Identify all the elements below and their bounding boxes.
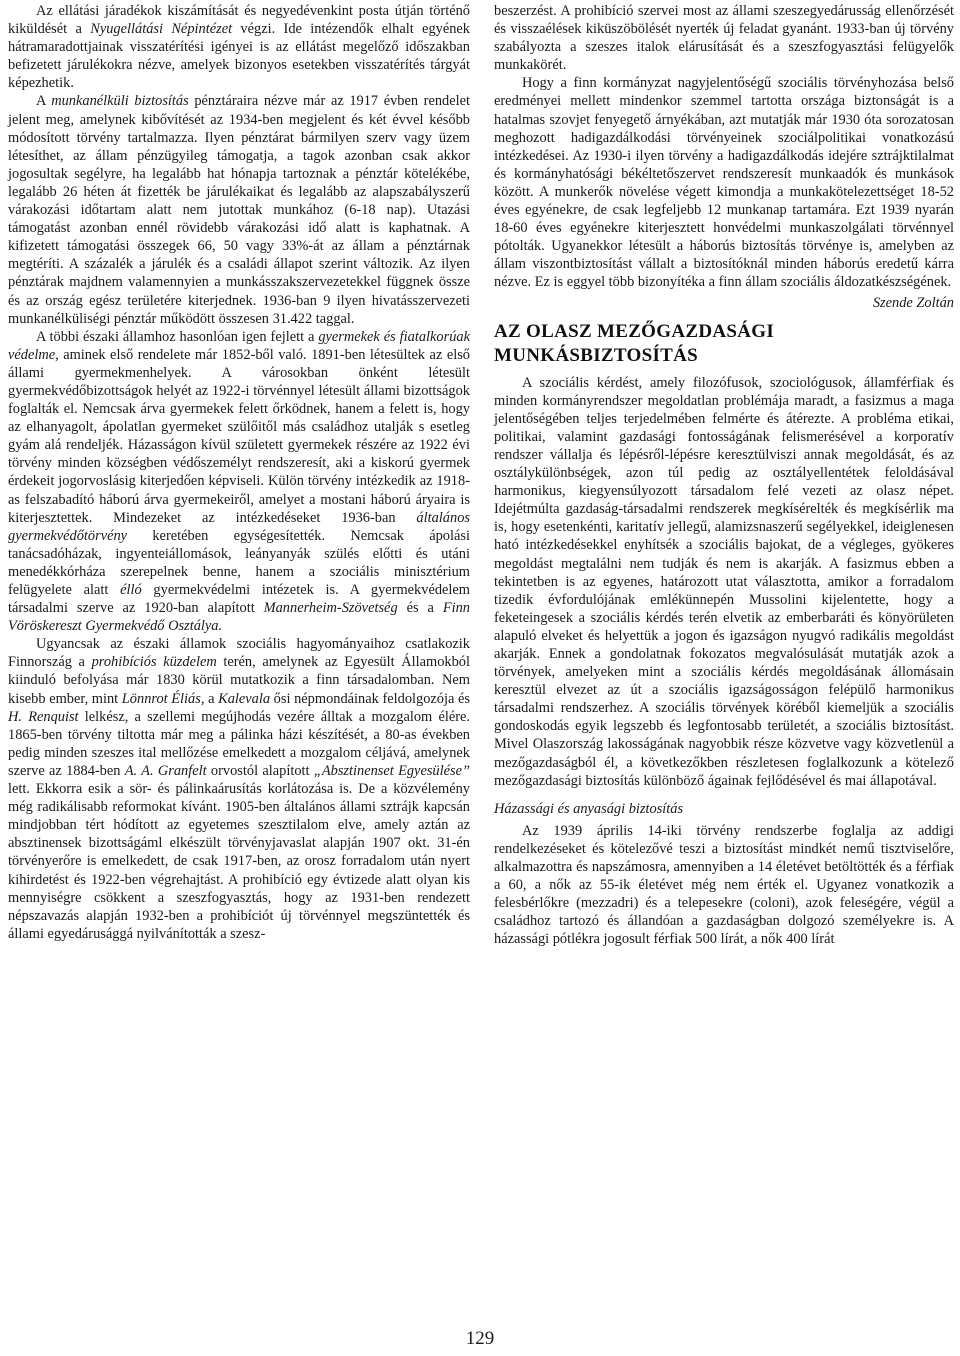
text-run: A többi északi államhoz hasonlóan igen fejlett a [36,328,319,345]
author-signature: Szende Zoltán [872,294,954,311]
italic-text: Kalevala [218,690,271,707]
text-run: lelkész, a szellemi megújhodás vezére álltak a mozgalom élére. 1865-ben törvény tiltotta már meg a pálinka házi készítését, a 80-as években pedig minden szeszes ital mellőzése emelkedett a mozgalom céljává, amelynek szerve az 1884-ben [8,708,470,779]
text-run: a [204,690,219,707]
text-run: Hogy a finn kormányzat nagyjelentőségű szociális törvényhozása belső eredményei mellett mindenkor szemmel tartotta országa biztonságát is a hatalmas szovjet fenyegető árnyékában, azt mutatják már 1930 óta sorozatosan meghozott hadigazdálkodási törvényeinek szociálpolitikai vonatkozású intézkedései. Az 1930-i ilyen törvény a hadigazdálkodás idejére sztrájktilalmat és kormányhatósági békéltetőszervet rendszeresít munkaadók és munkások között. A munkerők növelése végett kimondja a munkakötelezettséget 18-52 éves egyénekre, de csak legfeljebb 12 munkanap tartamára. Ezt 1939 nyarán 18-60 éves egyénekre kiterjesztett honvédelmi munkaszolgálati törvénnyel pótolták. Ugyanekkor létesült a háborús biztosítás törvénye is, amelyben az állam viszontbiztosítást vállalt a biztosítóknál minden háborús eredetű kárra nézve. Ez is eggyel több bizonyítéka a finn állam szociális áldozatkészségének. [494,75,954,291]
italic-text: A. A. Granfelt [124,762,207,779]
text-run: A [36,93,52,110]
text-run: végzi. Ide intézendők elhalt egyének hátramaradottjainak visszatérítési igényei is az ellátást megelőző időszakban befizetett járulékokra nézve, amelyek bizonyos esetekben visszatérítés tárgyát képezhetik. [8,21,470,92]
paragraph [8,2,470,92]
paragraph [8,635,470,943]
heading-line: AZ OLASZ MEZŐGAZDASÁGI [494,320,775,342]
article-heading [494,320,954,368]
paragraph [494,374,954,790]
italic-text: Nyugellátási Népintézet [90,21,233,38]
text-run: aminek első rendelete már 1852-ből való. 1891-ben létesültek az első állami gyermekmenhelyek. A városokban önként létesült gyermekvédőbizottságok helyét az 1922-i törvénnyel létesült állami bizottságok foglalták el. Nemcsak árva gyermekek felett őrködnek, hanem a felett is, hogy az elhanyagolt, ápolatlan gyermeket szülőitől más családhoz utalják s esetleg gyám alá rendeljék. Házasságon kívül született gyermekek részére az 1922 évi törvény minden községben védőszemélyt rendszeresít, aki a kiskorú gyermek érdekeit jogorvoslásig kiterjedően képviseli. Külön törvény intézkedik az 1918-as felszabadító háború árva gyermekeiről, amelyet a mostani háború áryaira is kiterjesztettek. Mindezeket az intézkedéseket 1936-ban [8,346,470,526]
italic-text: Mannerheim-Szövetség [263,600,398,617]
heading-line: MUNKÁSBIZTOSÍTÁS [494,344,699,366]
text-run: ősi népmondáinak feldolgozója és [270,690,470,707]
text-run: és a [397,600,443,617]
right-column [494,2,954,949]
section-subheading: Házassági és anyasági biztosítás [494,800,684,817]
text-run: lett. Ekkorra esik a sör- és pálinkaárusítás korlátozása is. De a közvélemény még radikálisabb reformokat kívánt. 1905-ben általános állami sztrájk kapcsán mindjobban tért hódított az egyetemes szesztilalom elve, amely aztán az absztinensek bizottságáml elkészült törvényjavaslat alapján 1907 okt. 31-én törvényerőre is emelkedett, de csak 1917-ben, az orosz forradalom után nyert kihirdetést és 1922-ben végrehajtást. A prohibíció egy évtizede alatt olyan kis mennyiségre csökkent a szeszfogyasztás, hogy az 1931-ben rendezett népszavazás alapján 1932-ben a prohibíciót új törvénnyel megszüntették és állami egyedárusággá nyilvánították a szesz- [8,781,470,942]
italic-text: Lönnrot Éliás, [121,690,205,707]
paragraph [494,74,954,291]
text-run: pénztáraira nézve már az 1917 évben rendelet jelent meg, amelynek kibővítését az 1934-ben megjelent és két évvel később módosított törvény tartalmazza. Ilyen pénztárat bármilyen szerv vagy üzem létesíthet, az állam pénzügyileg támogatja, a tagok azonban csak akkor jogosultak segélyre, ha legalább hat hónapja tartoznak a pénztár kötelékébe, legalább 26 héten át fizették be járulékaikat és legalább az alapszabályszerű várakozási időtartam alatt nem jutottak munkához (6-18 nap). Utazási támogatást azonban ennél rövidebb várakozási idő alatt is kaphatnak. A kifizetett támogatási összegek 66, 50 vagy 33%-át az állam a pénztárnak megtéríti. A százalék a járulék és a családi állapot szerint változik. Az ilyen pénztárak majdnem valamennyien a munkásszakszervezetekkel függnek össze és az ország egész területére kiterjednek. 1936-ban 9 ilyen hivatásszervezeti munkanélküliségi pénztár működött összesen 31.422 taggal. [8,93,470,327]
page-number: 129 [465,1328,495,1349]
italic-text: H. Renquist [8,708,79,725]
text-run: gyermekvédelmi intézetek is. A gyermekvédelem társadalmi szerve az 1920-ban alapított [8,582,471,617]
italic-text: „Absztinenset Egyesülése” [313,762,471,779]
text-run: orvostól alapított [206,762,314,779]
paragraph [8,328,470,636]
text-run: A szociális kérdést, amely filozófusok, szociológusok, államférfiak és minden kormányrendszer megoldatlan problémája maradt, a fasizmus a maga jelentőségében teljes terjedelmében felmérte és átérezte. A probléma etikai, politikai, valamint gazdasági fontosságának felismerésével a korporatív rendszer vállalja és lépésről-lépésre keresztülviszi annak megoldását, és az osztálykülönbségek, azon túl pedig az osztályellentétek feloldásával harmonikus, kiegyensúlyozott társadalom felé vezeti az olasz népet. Idejétmúlta gazdaság-társadalmi rendszerek megkísérelték és megkísérlik ma is, hogy esetenkénti, karitatív jellegű, alamizsnaszerű segélyekkel, ideiglenesen ható intézkedésekkel enyhítsék a szociális bajokat, de a végleges, gyökeres megoldást megtalálni nem tudják és nem is akarják. A fasizmus ebben a tekintetben is az egyenes, határozott utat választotta, amikor a forradalom tizedik évfordulójának emlékünnepén Mussolini kijelentette, hogy a feketeingesek a szociális kérdés terén elvetik az emberbaráti és könyörületen alapuló elveket és helyettük a jogon és igazságon nyugvó radikális megoldást akarják. Ennek a gondolatnak fokozatos megvalósulását mutatják azok a törvények, amelyeken mint a szociális kérdés megoldásának állomásain keresztül elvezet az út a szociális igazságosságon felépülő harmonikus társadalmi rendszerhez. A szociális törvények köréből kiemeljük a szociális gondoskodás egyik legszebb és legfontosabb területét, a szociális biztosítást. Mivel Olaszország lakosságának nagyobbik része közvetve vagy közvetlenül a mezőgazdaságból él, a következőkben részletesen foglalkozunk a kötelező mezőgazdasági biztosítás különböző ágainak fejlődésével és mai állapotával. [494,374,954,789]
text-run: beszerzést. A prohibíció szervei most az állami szeszegyedárusság ellenőrzését és visszaélések kiküszöbölését nyerték új feladat gyanánt. 1933-ban új törvény szabályozta a szeszes italok elárusítását és a szeszfogyasztási felügyelők munkakörét. [494,3,954,74]
text-run: Ugyancsak az északi államok szociális hagyományaihoz csatlakozik Finnország a [8,636,470,671]
paragraph [494,822,954,949]
italic-text: prohibíciós küzdelem [91,654,217,671]
text-run: terén, amelynek az Egyesült Államokból kiinduló befolyása már 1830 körül mutatkozik a finn társadalomban. Nem kisebb ember, mint [8,654,470,707]
text-run: keretében egységesítették. Nemcsak ápolási tanácsadóházak, ingyenteiállomások, leányanyák szülés előtti és utáni menedékkórháza szerepelnek benne, hanem a szociális minisztérium felügyelete alatt [8,527,470,598]
text-run: Az ellátási járadékok kiszámítását és negyedévenkint posta útján történő kiküldését a [8,3,470,38]
italic-text: gyermekek és fiatalkorúak védelme, [8,328,470,363]
italic-text: élló [120,582,142,598]
left-column [8,2,470,943]
paragraph [8,92,470,327]
italic-text: Finn Vöröskereszt Gyermekvédő Osztálya. [8,600,470,635]
italic-text: munkanélküli biztosítás [51,93,189,110]
text-run: Az 1939 április 14-iki törvény rendszerbe foglalja az addigi rendelkezéseket és kötelezővé teszi a biztosítást mindkét nemű tisztviselőre, alkalmazottra és napszámosra, amennyiben a 14 életévet betöltötték és a férfiak a 60, a nők az 55-ik életévet még nem érték el. Ugyanez vonatkozik a felesbérlőkre (mezzadri) és a telepesekre (coloni), azok feleségére, végül a családhoz tartozó és állandóan a gazdaságban dolgozó személyekre is. A házassági pótlékra jogosult férfiak 500 lírát, a nők 400 lírát [494,822,954,948]
italic-text: általános gyermekvédőtörvény [8,509,470,544]
paragraph [494,2,954,74]
